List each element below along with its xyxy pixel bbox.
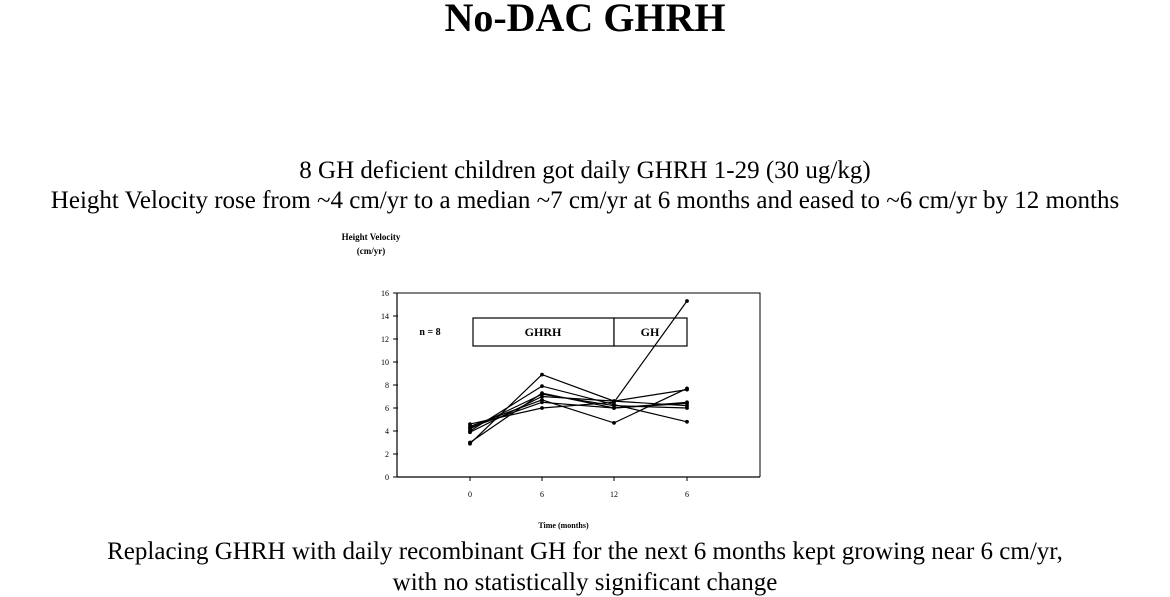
data-point bbox=[468, 441, 472, 445]
x-tick-label: 12 bbox=[610, 490, 618, 499]
data-point bbox=[612, 421, 616, 425]
data-point bbox=[540, 373, 544, 377]
data-point bbox=[468, 426, 472, 430]
ghrh-phase-label: GHRH bbox=[524, 325, 562, 339]
data-point bbox=[685, 299, 689, 303]
height-velocity-chart bbox=[320, 228, 780, 538]
y-tick-label: 16 bbox=[381, 289, 389, 298]
series-line-8 bbox=[470, 386, 687, 431]
y-tick-label: 6 bbox=[385, 404, 389, 413]
outro-line-1: Replacing GHRH with daily recombinant GH for the next 6 months kept growing near 6 cm/yr, bbox=[107, 538, 1063, 565]
data-point bbox=[612, 403, 616, 407]
data-point bbox=[685, 400, 689, 404]
data-point bbox=[540, 395, 544, 399]
y-tick-label: 8 bbox=[385, 381, 389, 390]
x-tick-label: 6 bbox=[685, 490, 689, 499]
data-point bbox=[685, 420, 689, 424]
data-point bbox=[540, 406, 544, 410]
data-point bbox=[540, 391, 544, 395]
slide-title: No-DAC GHRH bbox=[444, 0, 726, 40]
data-point bbox=[685, 406, 689, 410]
y-axis-label: Height Velocity bbox=[341, 232, 401, 242]
data-point bbox=[540, 400, 544, 404]
y-tick-label: 12 bbox=[381, 335, 389, 344]
data-point bbox=[685, 387, 689, 391]
x-tick-label: 6 bbox=[540, 490, 544, 499]
y-tick-label: 2 bbox=[385, 450, 389, 459]
intro-line-2: Height Velocity rose from ~4 cm/yr to a median ~7 cm/yr at 6 months and eased to ~6 cm/yr by 12 months bbox=[50, 187, 1120, 214]
data-point bbox=[612, 399, 616, 403]
y-tick-label: 10 bbox=[381, 358, 389, 367]
series-line-5 bbox=[470, 393, 687, 442]
intro-line-1: 8 GH deficient children got daily GHRH 1-29 (30 ug/kg) bbox=[299, 157, 871, 184]
gh-phase-label: GH bbox=[640, 325, 660, 339]
y-axis-unit-label: (cm/yr) bbox=[356, 246, 386, 256]
sample-size-annotation: n = 8 bbox=[419, 327, 441, 338]
series-line-2 bbox=[470, 375, 687, 444]
y-tick-label: 4 bbox=[385, 427, 389, 436]
y-tick-label: 14 bbox=[381, 312, 389, 321]
data-point bbox=[540, 384, 544, 388]
data-point bbox=[468, 429, 472, 433]
x-tick-label: 0 bbox=[468, 490, 472, 499]
y-tick-label: 0 bbox=[385, 473, 389, 482]
x-axis-label: Time (months) bbox=[538, 521, 589, 530]
data-point bbox=[612, 406, 616, 410]
chart-axes bbox=[342, 232, 760, 530]
outro-line-2: with no statistically significant change bbox=[392, 569, 778, 596]
